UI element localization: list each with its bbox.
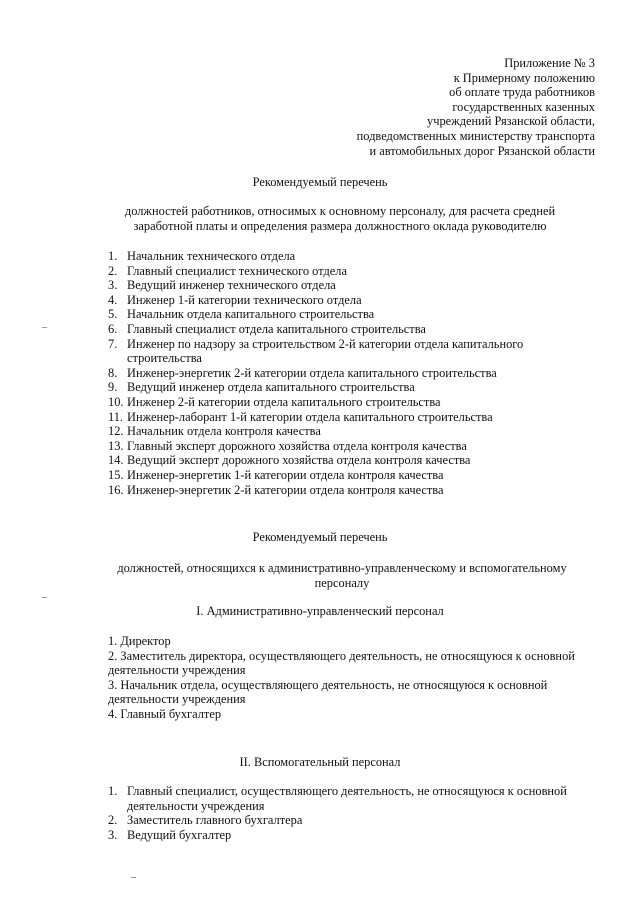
section2-item — [108, 828, 598, 843]
list1-item-number: 14. — [108, 453, 124, 468]
list1-item — [108, 439, 568, 454]
list1-item-text: Инженер по надзору за строительством 2-й категории отдела капитального строительства — [127, 336, 524, 366]
list1-item-text: Инженер-лаборант 1-й категории отдела капитального строительства — [127, 409, 493, 424]
list1-item — [108, 380, 568, 395]
scan-mark — [42, 327, 47, 328]
list1-item-text: Инженер 2-й категории отдела капитального строительства — [127, 394, 441, 409]
section1-items — [108, 634, 578, 722]
list1-item-number: 15. — [108, 467, 124, 482]
list1-item — [108, 249, 568, 264]
list1-item-text: Инженер-энергетик 2-й категории отдела капитального строительства — [127, 365, 497, 380]
list1-title: Рекомендуемый перечень — [252, 175, 388, 189]
list1-item-text: Начальник технического отдела — [127, 249, 296, 263]
section1-heading: I. Административно-управленческий персонал — [196, 604, 444, 618]
section2-item-number: 3. — [108, 827, 118, 842]
list1-item — [108, 395, 568, 410]
appendix-line: и автомобильных дорог Рязанской области — [369, 143, 595, 158]
section2-item — [108, 813, 598, 828]
list1-items — [108, 249, 568, 497]
list1-item — [108, 322, 568, 337]
scan-mark — [131, 877, 136, 878]
appendix-line: государственных казенных — [452, 99, 595, 114]
list1-item-number: 3. — [108, 278, 118, 293]
list1-item-text: Инженер-энергетик 1-й категории отдела контроля качества — [127, 467, 444, 482]
list1-item — [108, 293, 568, 308]
list1-item — [108, 410, 568, 425]
list1-item-text: Начальник отдела контроля качества — [127, 424, 321, 439]
list1-item-number: 13. — [108, 438, 124, 453]
list1-item — [108, 278, 568, 293]
appendix-line: Приложение № 3 — [504, 56, 595, 70]
list1-item-text: Главный специалист отдела капитального строительства — [127, 321, 426, 336]
list2-title: Рекомендуемый перечень — [252, 530, 388, 544]
list1-item-number: 10. — [108, 394, 124, 409]
appendix-line: подведомственных министерству транспорта — [356, 128, 595, 143]
list1-item-text: Ведущий инженер отдела капитального строительства — [127, 380, 415, 395]
section1-item: 3. Начальник отдела, осуществляющего деятельность, не относящуюся к основной деятельности учреждения — [108, 677, 548, 707]
list1-item-number: 9. — [108, 380, 118, 395]
section2-item-text: Заместитель главного бухгалтера — [127, 813, 303, 828]
list1-item-text: Инженер-энергетик 2-й категории отдела контроля качества — [127, 482, 444, 497]
list1-item-number: 1. — [108, 249, 118, 263]
list1-item-text: Ведущий эксперт дорожного хозяйства отдела контроля качества — [127, 453, 471, 468]
list1-item-number: 12. — [108, 424, 124, 439]
list1-item-text: Инженер 1-й категории технического отдела — [127, 292, 362, 307]
list1-item-number: 4. — [108, 292, 118, 307]
list1-item-number: 16. — [108, 482, 124, 497]
list1-item — [108, 453, 568, 468]
list1-item-number: 8. — [108, 365, 118, 380]
section2-heading: II. Вспомогательный персонал — [239, 755, 401, 769]
list1-subtitle: должностей работников, относимых к основному персоналу, для расчета средней заработной платы и определения размера должностного оклада руководителю — [124, 204, 556, 233]
list1-item-number: 5. — [108, 307, 118, 322]
list1-item — [108, 307, 568, 322]
appendix-line: к Примерному положению — [453, 70, 595, 85]
section2-items — [108, 784, 598, 842]
section2-item-number: 2. — [108, 813, 118, 828]
appendix-line: учреждений Рязанской области, — [427, 114, 595, 129]
appendix-header — [357, 56, 595, 158]
appendix-line: об оплате труда работников — [449, 85, 595, 100]
list1-item — [108, 424, 568, 439]
section1-item: 4. Главный бухгалтер — [108, 706, 222, 721]
list2-subtitle: должностей, относящихся к административно-управленческому и вспомогательному персоналу — [117, 561, 567, 590]
list1-item-number: 11. — [108, 409, 124, 424]
section2-item-number: 1. — [108, 784, 118, 798]
section1-item: 2. Заместитель директора, осуществляющего деятельность, не относящуюся к основной деятельности учреждения — [108, 648, 575, 678]
list1-item-number: 2. — [108, 263, 118, 278]
section2-item — [108, 784, 598, 813]
list1-item-text: Начальник отдела капитального строительства — [127, 307, 375, 322]
list1-item — [108, 264, 568, 279]
scan-mark — [42, 597, 47, 598]
list1-item — [108, 366, 568, 381]
list1-item — [108, 337, 568, 366]
list1-item — [108, 468, 568, 483]
list1-item — [108, 483, 568, 498]
list1-item-text: Ведущий инженер технического отдела — [127, 278, 336, 293]
list1-item-number: 7. — [108, 336, 118, 351]
section2-item-text: Главный специалист, осуществляющего деятельность, не относящуюся к основной деятельности учреждения — [127, 784, 567, 813]
list1-item-text: Главный эксперт дорожного хозяйства отдела контроля качества — [127, 438, 467, 453]
section2-item-text: Ведущий бухгалтер — [127, 827, 232, 842]
section1-item: 1. Директор — [108, 634, 171, 648]
list1-item-text: Главный специалист технического отдела — [127, 263, 347, 278]
list1-item-number: 6. — [108, 321, 118, 336]
